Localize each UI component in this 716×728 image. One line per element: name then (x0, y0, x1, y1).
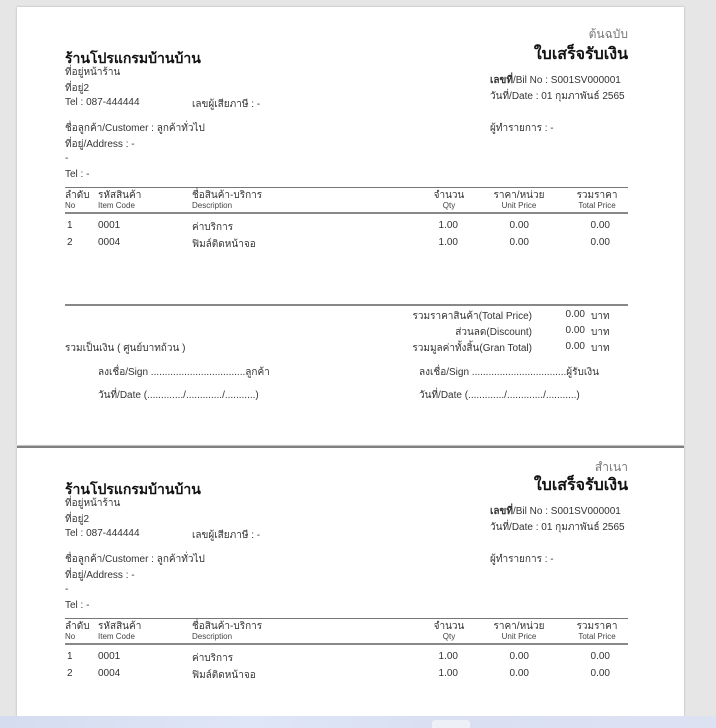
currency: บาท (591, 327, 610, 338)
shop-address-2: ที่อยู่2 (65, 514, 90, 525)
receipt-page-original: ต้นฉบับ ร้านโปรแกรมบ้านบ้าน ที่อยู่หน้าร้าน ที่อยู่2 Tel : 087-444444 เลขผู้เสียภาษี : - ใบเสร็จรับเงิน เลขที่/Bil No : S001SV000001 วันที่/Date : 01 กุมภาพันธ์ 2565 ชื่อลูกค้า/Customer : ลูกค้าทั่วไป ที่อยู่/Address : - - Tel : - ผู้ทำรายการ : - ลำดับ No รหัสสินค้า Item Code ชื่อสินค้า-บริการ Description จำนวน Qty ราคา/หน่วย Unit Price รวมราคา Total Price 1 0001 ค่าบริการ 1.00 0.00 0.00 2 0004 ฟิมล์ติดหน้าจอ 1.00 0.00 0.00 รวมราคาสินค้า(Total Price) 0.00 บาท ส่วนลด(Discount) 0.00 บาท รวมเป็นเงิน ( ศูนย์บาทถ้วน ) รวมมูลค่าทั้งสิ้น(Gran Total) 0.00 บาท ลงเชื่อ/Sign ..................................ลูกค้า วันที่/Date (............./............./...........) ลงเชื่อ/Sign ..................................ผู้รับเงิน วันที่/Date (............./............./...........) (17, 7, 684, 445)
discount-label: ส่วนลด(Discount) (455, 327, 532, 338)
customer-address-2: - (65, 584, 69, 595)
copy-label: สำเนา (594, 460, 628, 474)
th-description: ชื่อสินค้า-บริการ Description (192, 190, 263, 210)
th-no: ลำดับ No (65, 190, 90, 210)
taskbar-button[interactable] (432, 720, 470, 728)
shop-address-1: ที่อยู่หน้าร้าน (65, 67, 121, 78)
customer-address: ที่อยู่/Address : - (65, 570, 135, 581)
receiver-signature-line: ลงเชื่อ/Sign ..................................ผู้รับเงิน (419, 367, 599, 378)
customer-address-2: - (65, 153, 69, 164)
shop-tax-id: เลขผู้เสียภาษี : - (192, 530, 261, 541)
document-title: ใบเสร็จรับเงิน (533, 477, 628, 494)
bill-number (490, 73, 621, 88)
th-total-price: รวมราคา Total Price (576, 621, 618, 641)
table-header-rule (65, 643, 628, 645)
th-item-code: รหัสสินค้า Item Code (98, 190, 142, 210)
th-description: ชื่อสินค้า-บริการ Description (192, 621, 263, 641)
table-top-rule (65, 187, 628, 188)
taskbar (0, 716, 716, 728)
customer-signature-line: ลงเชื่อ/Sign ..................................ลูกค้า (98, 367, 270, 378)
grand-total-label: รวมมูลค่าทั้งสิ้น(Gran Total) (412, 343, 532, 354)
copy-label: ต้นฉบับ (588, 27, 628, 41)
shop-tel: Tel : 087-444444 (65, 528, 140, 539)
shop-tel: Tel : 087-444444 (65, 97, 140, 108)
bill-number-label: เลขที่ (490, 75, 513, 86)
receipt-page-copy: สำเนา ร้านโปรแกรมบ้านบ้าน ที่อยู่หน้าร้าน ที่อยู่2 Tel : 087-444444 เลขผู้เสียภาษี : - ใบเสร็จรับเงิน เลขที่/Bil No : S001SV000001 วันที่/Date : 01 กุมภาพันธ์ 2565 ชื่อลูกค้า/Customer : ลูกค้าทั่วไป ที่อยู่/Address : - - Tel : - ผู้ทำรายการ : - ลำดับ No รหัสสินค้า Item Code ชื่อสินค้า-บริการ Description จำนวน Qty ราคา/หน่วย Unit Price รวมราคา Total Price 1 0001 ค่าบริการ 1.00 0.00 0.00 2 0004 ฟิมล์ติดหน้าจอ 1.00 0.00 0.00 (17, 446, 684, 716)
operator: ผู้ทำรายการ : - (490, 554, 554, 565)
total-price-label: รวมราคาสินค้า(Total Price) (412, 311, 532, 322)
th-total-price: รวมราคา Total Price (576, 190, 618, 210)
th-qty: จำนวน Qty (433, 621, 465, 641)
bill-number-value: /Bil No : S001SV000001 (512, 506, 621, 517)
bill-number-value: /Bil No : S001SV000001 (512, 75, 621, 86)
shop-name: ร้านโปรแกรมบ้านบ้าน (65, 50, 201, 66)
discount-value: 0.00 (565, 325, 585, 336)
shop-address-2: ที่อยู่2 (65, 83, 90, 94)
operator: ผู้ทำรายการ : - (490, 123, 554, 134)
customer-tel: Tel : - (65, 600, 90, 611)
th-no: ลำดับ No (65, 621, 90, 641)
table-header-rule (65, 212, 628, 214)
amount-in-words: รวมเป็นเงิน ( ศูนย์บาทถ้วน ) (65, 343, 186, 354)
total-price-value: 0.00 (565, 309, 585, 320)
customer-signature-date: วันที่/Date (............./............./...........) (98, 390, 259, 401)
bill-date: วันที่/Date : 01 กุมภาพันธ์ 2565 (490, 522, 625, 533)
shop-tax-id: เลขผู้เสียภาษี : - (192, 99, 261, 110)
shop-address-1: ที่อยู่หน้าร้าน (65, 498, 121, 509)
table-top-rule (65, 618, 628, 619)
grand-total-value: 0.00 (565, 341, 585, 352)
table-bottom-rule (65, 304, 628, 306)
th-unit-price: ราคา/หน่วย Unit Price (493, 190, 545, 210)
bill-number-label: เลขที่ (490, 506, 513, 517)
document-title: ใบเสร็จรับเงิน (533, 46, 628, 63)
th-qty: จำนวน Qty (433, 190, 465, 210)
th-item-code: รหัสสินค้า Item Code (98, 621, 142, 641)
shop-name: ร้านโปรแกรมบ้านบ้าน (65, 481, 201, 497)
customer-tel: Tel : - (65, 169, 90, 180)
th-unit-price: ราคา/หน่วย Unit Price (493, 621, 545, 641)
customer-name: ชื่อลูกค้า/Customer : ลูกค้าทั่วไป (65, 123, 205, 134)
currency: บาท (591, 311, 610, 322)
bill-date: วันที่/Date : 01 กุมภาพันธ์ 2565 (490, 91, 625, 102)
customer-address: ที่อยู่/Address : - (65, 139, 135, 150)
receiver-signature-date: วันที่/Date (............./............./...........) (419, 390, 580, 401)
bill-number (490, 504, 621, 519)
customer-name: ชื่อลูกค้า/Customer : ลูกค้าทั่วไป (65, 554, 205, 565)
currency: บาท (591, 343, 610, 354)
